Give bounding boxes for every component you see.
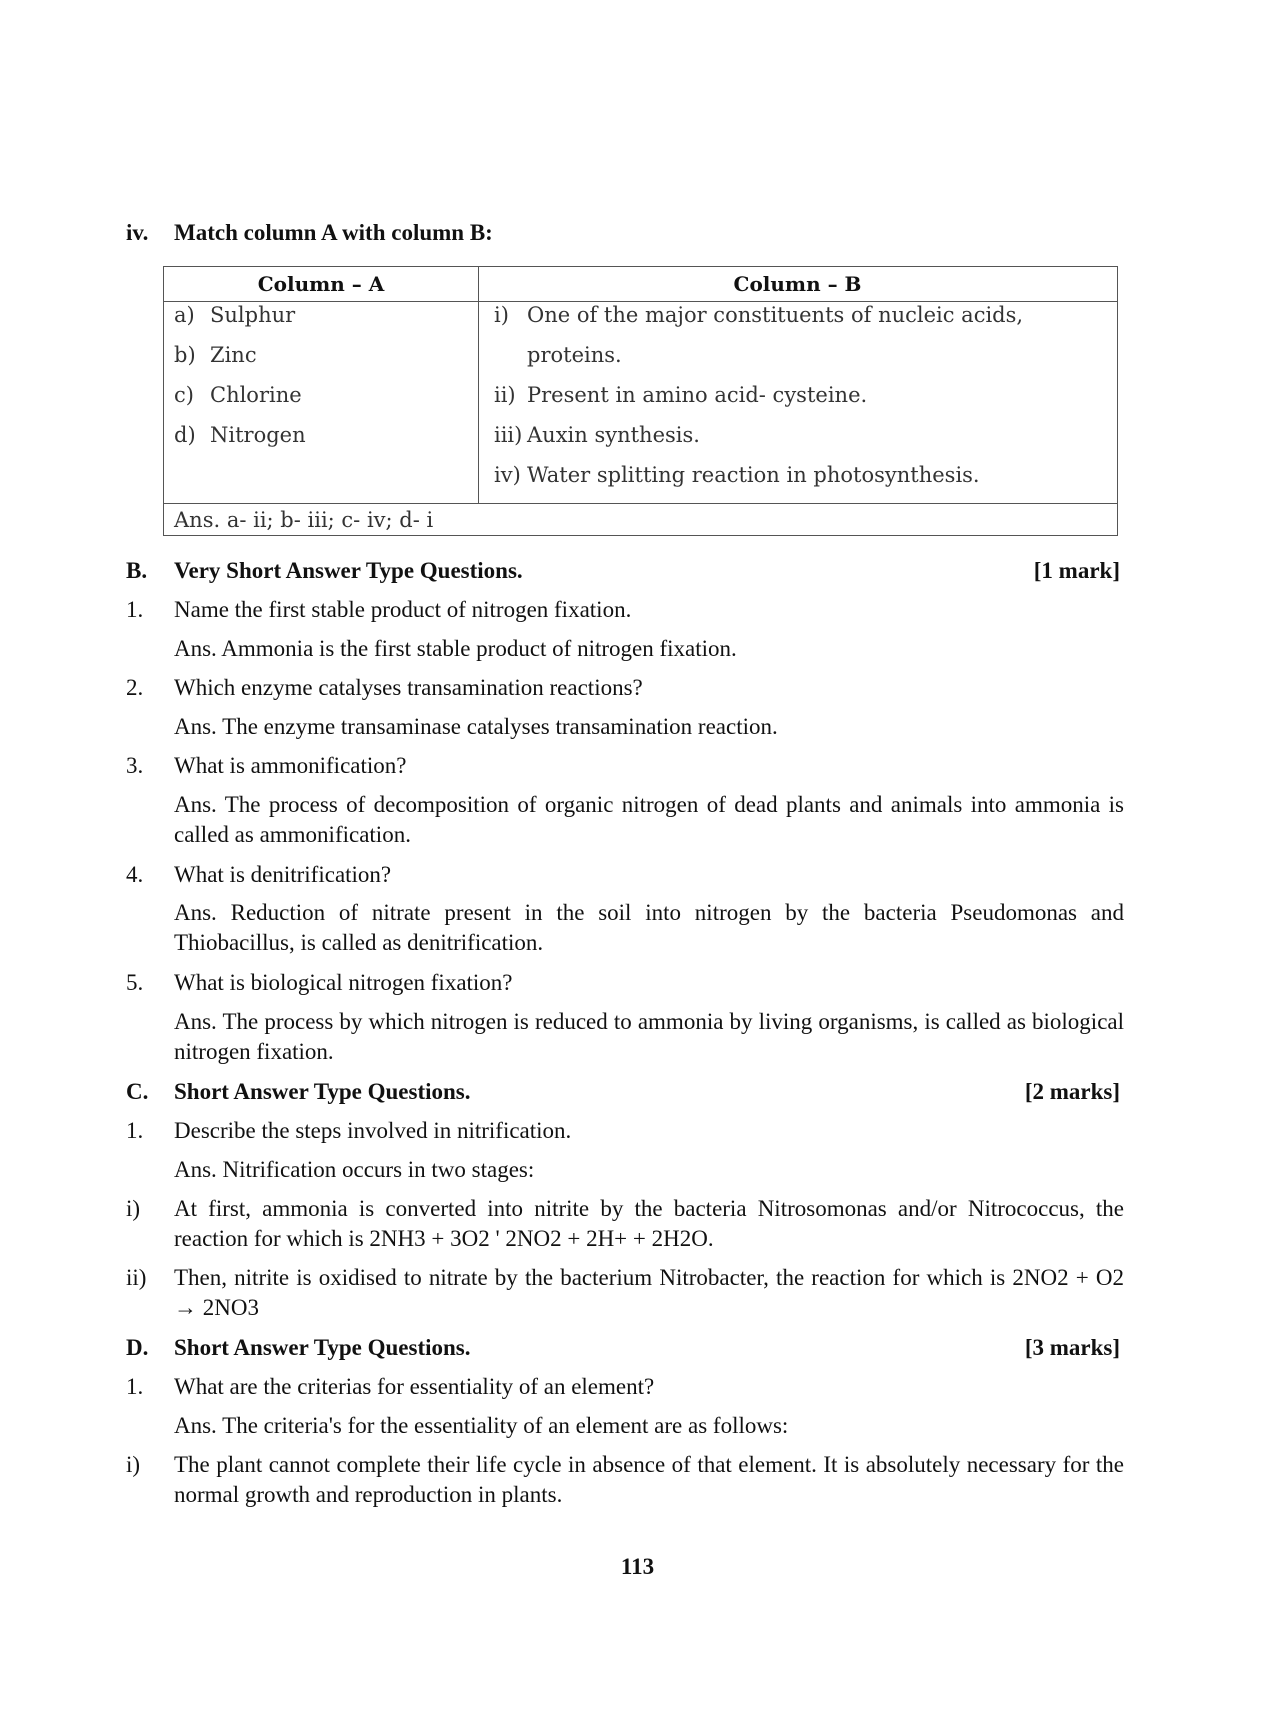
question-text: What are the criterias for essentiality of an element? — [174, 1374, 655, 1399]
section-iv-title: Match column A with column B: — [174, 220, 493, 245]
question-number: 2. — [126, 675, 144, 700]
section-d-marks: [3 marks] — [1024, 1335, 1120, 1360]
question-text: Which enzyme catalyses transamination reactions? — [174, 675, 643, 700]
table-header-row — [164, 267, 1117, 302]
step-text: Then, nitrite is oxidised to nitrate by the bacterium Nitrobacter, the reaction for which is 2NO2 + O2 → 2NO3 — [174, 1265, 1124, 1320]
column-a-header: Column – A — [257, 272, 385, 296]
question-number: 5. — [126, 970, 144, 995]
answer-text: Ans. The process of decomposition of organic nitrogen of dead plants and animals into ammonia is called as ammonification. — [174, 792, 1124, 847]
section-c-title: Short Answer Type Questions. — [174, 1079, 471, 1104]
section-c-letter: C. — [126, 1079, 149, 1104]
answer-text: Ans. Nitrification occurs in two stages: — [174, 1157, 535, 1182]
question-number: 1. — [126, 1118, 144, 1143]
match-table — [163, 266, 1118, 536]
column-b-item: iii) Auxin synthesis. — [494, 423, 700, 447]
section-c-marks: [2 marks] — [1024, 1079, 1120, 1104]
question-number: 3. — [126, 753, 144, 778]
column-divider — [478, 267, 479, 503]
question-text: What is biological nitrogen fixation? — [174, 970, 513, 995]
question-number: 1. — [126, 1374, 144, 1399]
column-a-item: c) Chlorine — [174, 383, 302, 407]
section-d-letter: D. — [126, 1335, 149, 1360]
question-text: Describe the steps involved in nitrification. — [174, 1118, 572, 1143]
table-answer: Ans. a- ii; b- iii; c- iv; d- i — [174, 508, 434, 532]
section-d-title: Short Answer Type Questions. — [174, 1335, 471, 1360]
table-answer-row — [164, 503, 1117, 536]
step-number: ii) — [126, 1265, 147, 1290]
answer-text: Ans. Ammonia is the first stable product of nitrogen fixation. — [174, 636, 737, 661]
column-a-item: d) Nitrogen — [174, 423, 306, 447]
section-b-marks: [1 mark] — [1033, 558, 1120, 583]
answer-text: Ans. Reduction of nitrate present in the soil into nitrogen by the bacteria Pseudomonas and Thiobacillus, is called as denitrification. — [174, 900, 1124, 955]
question-number: 1. — [126, 597, 144, 622]
column-b-item: ii) Present in amino acid- cysteine. — [494, 383, 868, 407]
point-number: i) — [126, 1452, 141, 1477]
answer-text: Ans. The process by which nitrogen is reduced to ammonia by living organisms, is called as biological nitrogen fixation. — [174, 1009, 1124, 1064]
column-a-item: b) Zinc — [174, 343, 257, 367]
column-b-item: i) One of the major constituents of nucleic acids, — [494, 303, 1024, 327]
column-b-item: iv) Water splitting reaction in photosynthesis. — [494, 463, 980, 487]
question-text: Name the first stable product of nitrogen fixation. — [174, 597, 632, 622]
question-number: 4. — [126, 862, 144, 887]
point-text: The plant cannot complete their life cycle in absence of that element. It is absolutely necessary for the normal growth and reproduction in plants. — [174, 1452, 1124, 1507]
answer-text: Ans. The criteria's for the essentiality of an element are as follows: — [174, 1413, 789, 1438]
column-a-item: a) Sulphur — [174, 303, 296, 327]
column-b-item: proteins. — [527, 343, 622, 367]
section-b-letter: B. — [126, 558, 148, 583]
section-b-title: Very Short Answer Type Questions. — [174, 558, 523, 583]
question-text: What is denitrification? — [174, 862, 392, 887]
step-text: At first, ammonia is converted into nitrite by the bacteria Nitrosomonas and/or Nitrococcus, the reaction for which is 2NH3 + 3O2 ' 2NO2 + 2H+ + 2H2O. — [174, 1196, 1124, 1251]
page-number: 113 — [620, 1554, 655, 1579]
section-iv-number: iv. — [126, 220, 149, 245]
step-number: i) — [126, 1196, 141, 1221]
question-text: What is ammonification? — [174, 753, 407, 778]
column-b-header: Column – B — [733, 272, 862, 296]
answer-text: Ans. The enzyme transaminase catalyses transamination reaction. — [174, 714, 778, 739]
